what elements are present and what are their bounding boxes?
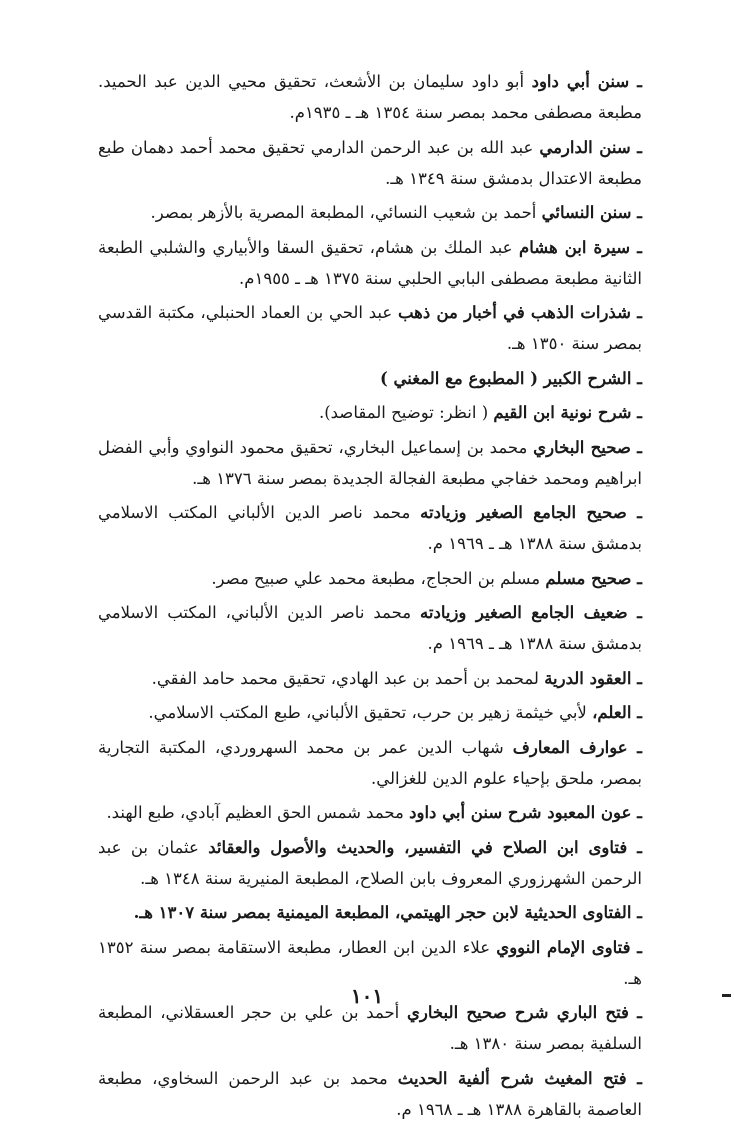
entry-title: ـ العلم، (592, 703, 642, 722)
entry-details: عبد الملك بن هشام، تحقيق السقا والأبياري والشلبي الطبعة الثانية مطبعة مصطفى البابي الحلبي سنة ١٣٧٥ هـ ـ ١٩٥٥م. (98, 237, 642, 288)
entry-details: محمد شمس الحق العظيم آبادي، طبع الهند. (106, 803, 410, 822)
bibliography-entry (98, 363, 642, 394)
entry-details: أبو داود سليمان بن الأشعث، تحقيق محيي الدين عبد الحميد. مطبعة مصطفى محمد بمصر سنة ١٣٥٤ هـ ـ ١٩٣٥م. (98, 72, 642, 122)
bibliography-entry (98, 832, 642, 894)
entry-title: ـ فتاوى الإمام النووي (496, 937, 643, 957)
entry-title: ـ العقود الدرية (544, 668, 642, 688)
entry-title: ـ فتح المغيث شرح ألفية الحديث (397, 1068, 642, 1088)
entry-details: ( انظر: توضيح المقاصد). (318, 403, 494, 422)
entry-details: علاء الدين ابن العطار، مطبعة الاستقامة بمصر سنة ١٣٥٢ هـ. (98, 937, 642, 988)
entry-title: ـ شذرات الذهب في أخبار من ذهب (397, 303, 642, 322)
entry-title: ـ صحيح مسلم (545, 568, 642, 588)
bibliography-entry (98, 432, 642, 494)
bibliography-entry (98, 297, 642, 359)
bibliography-entry (98, 597, 642, 659)
entry-details: محمد بن عبد الرحمن السخاوي، مطبعة العاصمة بالقاهرة ١٣٨٨ هـ ـ ١٩٦٨ م. (98, 1068, 642, 1119)
entry-title: ـ عون المعبود شرح سنن أبي داود (409, 803, 642, 822)
entry-details: عثمان بن عبد الرحمن الشهرزوري المعروف بابن الصلاح، المطبعة المنيرية سنة ١٣٤٨ هـ. (98, 837, 642, 888)
bibliography-entry (98, 732, 642, 794)
entry-details: أحمد بن شعيب النسائي، المطبعة المصرية بالأزهر بمصر. (150, 203, 542, 222)
entry-details: شهاب الدين عمر بن محمد السهروردي، المكتبة التجارية بمصر، ملحق بإحياء علوم الدين للغزالي. (98, 737, 642, 788)
entry-title: ـ صحيح البخاري (533, 437, 643, 457)
entry-title: ـ ضعيف الجامع الصغير وزيادته (420, 603, 642, 622)
bibliography-entry (98, 132, 642, 194)
bibliography-entry (98, 66, 642, 128)
entry-title: ـ فتح الباري شرح صحيح البخاري (407, 1003, 642, 1022)
bibliography-list (98, 66, 642, 1128)
entry-title: ـ سنن أبي داود (531, 72, 643, 91)
entry-details: محمد بن إسماعيل البخاري، تحقيق محمود النواوي وأبي الفضل ابراهيم ومحمد خفاجي مطبعة الفجالة الجديدة بمصر سنة ١٣٧٦ هـ. (98, 437, 642, 488)
entry-title: ـ سنن النسائي (541, 203, 642, 222)
entry-title: ـ سنن الدارمي (539, 137, 642, 157)
bibliography-entry (98, 697, 642, 728)
page-number: ١٠١ (350, 984, 384, 1008)
bibliography-entry (98, 197, 642, 228)
entry-details: محمد ناصر الدين الألباني المكتب الاسلامي بدمشق سنة ١٣٨٨ هـ ـ ١٩٦٩ م. (98, 503, 642, 553)
entry-details: عبد الله بن عبد الرحمن الدارمي تحقيق محمد أحمد دهمان طبع مطبعة الاعتدال بدمشق سنة ١٣٤٩ هـ. (98, 137, 642, 188)
bibliography-entry (98, 232, 642, 294)
entry-title: ـ الشرح الكبير ( المطبوع مع المغني ) (379, 368, 642, 388)
entry-details: أحمد بن علي بن حجر العسقلاني، المطبعة السلفية بمصر سنة ١٣٨٠ هـ. (98, 1003, 642, 1053)
entry-details: مسلم بن الحجاج، مطبعة محمد علي صبيح مصر. (211, 568, 546, 588)
bibliography-entry (98, 1063, 642, 1125)
bibliography-entry (98, 897, 642, 928)
entry-title: ـ سيرة ابن هشام (519, 237, 642, 257)
entry-details: لأبي خيثمة زهير بن حرب، تحقيق الألباني، طبع المكتب الاسلامي. (148, 703, 593, 722)
entry-title: ـ صحيح الجامع الصغير وزيادته (420, 503, 643, 522)
bibliography-entry (98, 563, 642, 594)
entry-details: لمحمد بن أحمد بن عبد الهادي، تحقيق محمد حامد الفقي. (151, 668, 545, 688)
entry-title: ـ فتاوى ابن الصلاح في التفسير، والحديث والأصول والعقائد (208, 837, 642, 857)
entry-details: عبد الحي بن العماد الحنبلي، مكتبة القدسي بمصر سنة ١٣٥٠ هـ. (98, 303, 642, 353)
entry-title: ـ عوارف المعارف (512, 737, 642, 757)
bibliography-entry (98, 663, 642, 694)
entry-title: ـ الفتاوى الحديثية لابن حجر الهيتمي، المطبعة الميمنية بمصر سنة ١٣٠٧ هـ. (133, 903, 642, 922)
entry-title: ـ شرح نونية ابن القيم (493, 403, 642, 422)
bibliography-entry (98, 497, 642, 559)
bibliography-entry (98, 397, 642, 428)
entry-details: محمد ناصر الدين الألباني، المكتب الاسلامي بدمشق سنة ١٣٨٨ هـ ـ ١٩٦٩ م. (98, 603, 642, 653)
bibliography-entry (98, 797, 642, 828)
margin-mark (722, 994, 731, 997)
